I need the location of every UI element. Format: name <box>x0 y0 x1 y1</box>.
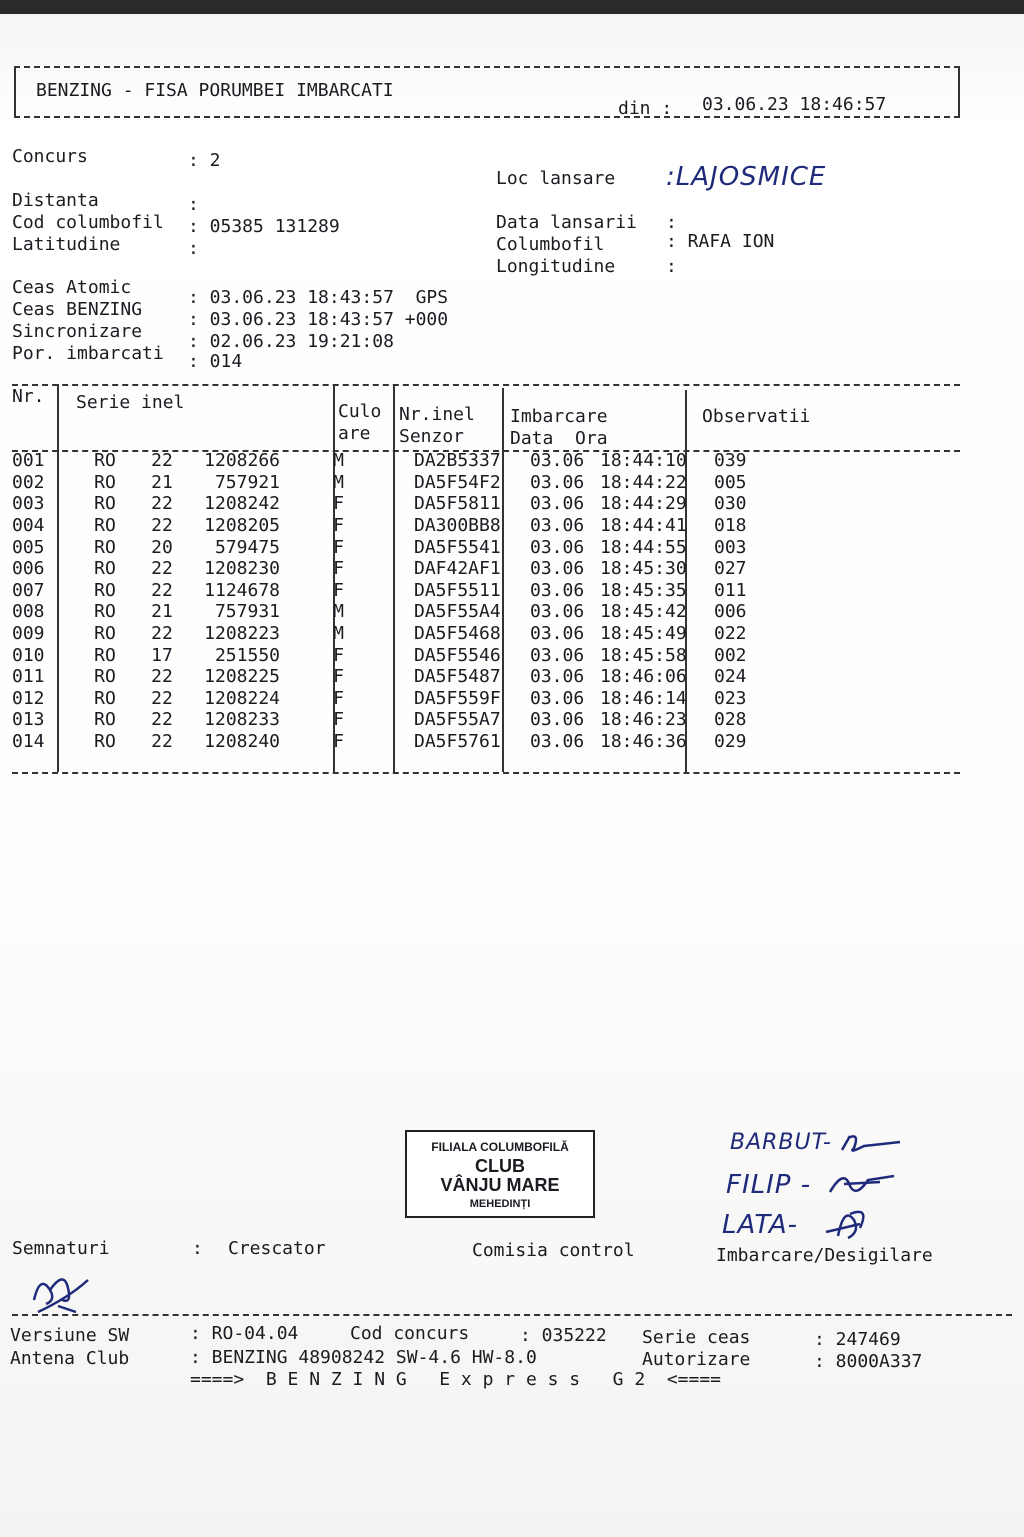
cell-inel: 1208266 <box>204 450 280 472</box>
cell-data: 03.06 <box>530 623 585 645</box>
cell-ora: 18:44:22 <box>600 471 687 493</box>
longitudine-value: : <box>666 256 677 277</box>
cell-obs: 022 <box>714 623 747 645</box>
cell-ora: 18:44:10 <box>600 450 687 472</box>
table-row <box>10 709 774 731</box>
cell-inel: 1208224 <box>204 687 280 709</box>
cell-sex: F <box>333 536 344 558</box>
cell-ora: 18:46:36 <box>600 731 687 753</box>
cell-data: 03.06 <box>530 666 585 688</box>
cell-tara: RO <box>94 731 116 753</box>
cell-culoare <box>350 472 410 494</box>
cell-ora: 18:46:23 <box>600 709 687 731</box>
cell-an: 21 <box>151 471 173 493</box>
cell-sex: F <box>333 731 344 753</box>
cell-tara: RO <box>94 515 116 537</box>
data-lansarii-value: : <box>666 212 677 233</box>
cell-obs: 023 <box>714 687 747 709</box>
latitudine-label: Latitudine <box>12 234 121 255</box>
cell-tara: RO <box>94 666 116 688</box>
cell-inel: 757931 <box>214 601 280 623</box>
cell-obs: 006 <box>714 601 747 623</box>
serie-ceas-label: Serie ceas <box>642 1327 751 1348</box>
col-observatii-header: Observatii <box>702 406 811 427</box>
distanta-value: : <box>188 194 199 215</box>
cell-nr: 009 <box>12 623 45 645</box>
cell-obs: 003 <box>714 536 747 558</box>
cell-data: 03.06 <box>530 471 585 493</box>
cell-nr: 010 <box>12 644 45 666</box>
stamp-line-2: CLUB <box>475 1156 525 1176</box>
col-serie-header: Serie inel <box>76 392 185 413</box>
table-row <box>10 536 774 558</box>
table-row <box>10 731 774 753</box>
cell-an: 22 <box>151 687 173 709</box>
cell-an: 20 <box>151 536 173 558</box>
cell-nr: 007 <box>12 579 45 601</box>
cell-inel: 579475 <box>214 536 280 558</box>
cell-inel: 1208233 <box>204 709 280 731</box>
cell-sex: M <box>333 471 344 493</box>
table-row <box>10 688 774 710</box>
col-nrinel-header-2: Senzor <box>399 426 465 447</box>
date-label: din : <box>618 98 673 119</box>
cell-obs: 030 <box>714 493 747 515</box>
cell-culoare <box>350 666 410 688</box>
cell-sex: F <box>333 709 344 731</box>
cell-nr: 011 <box>12 666 45 688</box>
cell-ora: 18:44:29 <box>600 493 687 515</box>
cell-data: 03.06 <box>530 450 585 472</box>
semnaturi-colon: : <box>192 1238 203 1259</box>
ceas-atomic-value: : 03.06.23 18:43:57 GPS <box>188 287 449 308</box>
columbofil-label: Columbofil <box>496 234 605 255</box>
cell-culoare <box>350 536 410 558</box>
cell-senzor: DA5F5761 <box>414 731 501 753</box>
table-row <box>10 493 774 515</box>
col-culoare-header-1: Culo <box>338 401 382 422</box>
cell-ora: 18:45:42 <box>600 601 687 623</box>
cell-nr: 002 <box>12 471 45 493</box>
cell-data: 03.06 <box>530 709 585 731</box>
serie-ceas-value: : 247469 <box>814 1329 901 1350</box>
cell-senzor: DA5F5511 <box>414 579 501 601</box>
table-row <box>10 558 774 580</box>
stamp-line-3: VÂNJU MARE <box>440 1175 560 1195</box>
cell-senzor: DA5F5541 <box>414 536 501 558</box>
table-row <box>10 580 774 602</box>
loc-lansare-label: Loc lansare <box>496 168 616 189</box>
data-lansarii-label: Data lansarii <box>496 212 637 233</box>
antena-club-label: Antena Club <box>10 1348 130 1369</box>
cell-ora: 18:45:35 <box>600 579 687 601</box>
cell-ora: 18:45:49 <box>600 623 687 645</box>
versiune-sw-label: Versiune SW <box>10 1325 130 1346</box>
cell-nr: 006 <box>12 558 45 580</box>
table-row <box>10 472 774 494</box>
cell-ora: 18:46:06 <box>600 666 687 688</box>
cell-obs: 018 <box>714 515 747 537</box>
cell-an: 22 <box>151 493 173 515</box>
sincronizare-value: : 02.06.23 19:21:08 <box>188 331 394 352</box>
cell-an: 22 <box>151 579 173 601</box>
versiune-sw-value: : RO-04.04 <box>190 1323 299 1344</box>
cell-culoare <box>350 601 410 623</box>
signature-scribbles <box>820 1128 910 1248</box>
cell-tara: RO <box>94 558 116 580</box>
cell-culoare <box>350 450 410 472</box>
cell-ora: 18:46:14 <box>600 687 687 709</box>
cell-sex: F <box>333 644 344 666</box>
cell-senzor: DA5F559F <box>414 687 501 709</box>
header-top-border <box>14 66 960 68</box>
ceas-benzing-value: : 03.06.23 18:43:57 +000 <box>188 309 449 330</box>
cell-senzor: DAF42AF1 <box>414 558 501 580</box>
cell-inel: 251550 <box>214 644 280 666</box>
cell-nr: 001 <box>12 450 45 472</box>
table-row <box>10 601 774 623</box>
top-edge <box>0 0 1024 14</box>
cell-tara: RO <box>94 687 116 709</box>
cell-an: 21 <box>151 601 173 623</box>
cell-culoare <box>350 688 410 710</box>
col-imbarcare-header-2: Data Ora <box>510 428 608 449</box>
stamp-line-4: MEHEDINȚI <box>469 1198 531 1210</box>
cell-data: 03.06 <box>530 644 585 666</box>
header-left-border <box>14 66 16 116</box>
date-value: 03.06.23 18:46:57 <box>702 94 887 115</box>
cell-an: 22 <box>151 666 173 688</box>
cell-inel: 1208242 <box>204 493 280 515</box>
cell-tara: RO <box>94 471 116 493</box>
cell-sex: F <box>333 558 344 580</box>
cell-ora: 18:44:41 <box>600 515 687 537</box>
cell-obs: 039 <box>714 450 747 472</box>
cell-nr: 003 <box>12 493 45 515</box>
cell-obs: 002 <box>714 644 747 666</box>
cell-obs: 024 <box>714 666 747 688</box>
table-bottom-border <box>12 772 960 774</box>
cell-sex: M <box>333 450 344 472</box>
cell-tara: RO <box>94 709 116 731</box>
cell-culoare <box>350 623 410 645</box>
table-top-border <box>12 384 960 386</box>
table-row <box>10 623 774 645</box>
col-nrinel-header-1: Nr.inel <box>399 404 475 425</box>
cell-ora: 18:45:58 <box>600 644 687 666</box>
cod-concurs-label: Cod concurs <box>350 1323 470 1344</box>
cell-senzor: DA5F55A4 <box>414 601 501 623</box>
footer-top-border <box>12 1314 1012 1316</box>
cell-an: 22 <box>151 515 173 537</box>
cell-data: 03.06 <box>530 579 585 601</box>
ceas-atomic-label: Ceas Atomic <box>12 277 132 298</box>
cell-tara: RO <box>94 493 116 515</box>
cell-sex: F <box>333 666 344 688</box>
cell-senzor: DA5F5546 <box>414 644 501 666</box>
handwritten-name-1: BARBUT- <box>730 1130 832 1155</box>
cell-senzor: DA5F5468 <box>414 623 501 645</box>
cell-inel: 1124678 <box>204 579 280 601</box>
cell-culoare <box>350 709 410 731</box>
cell-sex: M <box>333 623 344 645</box>
cell-an: 22 <box>151 450 173 472</box>
cell-sex: M <box>333 601 344 623</box>
cell-data: 03.06 <box>530 536 585 558</box>
imbarcare-desigilare-label: Imbarcare/Desigilare <box>716 1245 933 1266</box>
cell-culoare <box>350 558 410 580</box>
latitudine-value: : <box>188 238 199 259</box>
cell-inel: 1208240 <box>204 731 280 753</box>
antena-club-value: : BENZING 48908242 SW-4.6 HW-8.0 <box>190 1347 537 1368</box>
cell-an: 17 <box>151 644 173 666</box>
cell-sex: F <box>333 493 344 515</box>
cell-inel: 1208225 <box>204 666 280 688</box>
cell-obs: 027 <box>714 558 747 580</box>
cell-an: 22 <box>151 731 173 753</box>
cell-culoare <box>350 515 410 537</box>
table-row <box>10 515 774 537</box>
cell-data: 03.06 <box>530 493 585 515</box>
pigeon-table <box>10 450 774 752</box>
cell-culoare <box>350 580 410 602</box>
cell-culoare <box>350 644 410 666</box>
handwritten-name-3: LATA- <box>722 1210 799 1240</box>
longitudine-label: Longitudine <box>496 256 616 277</box>
loc-lansare-value: :LAJOSMICE <box>666 162 827 192</box>
cell-data: 03.06 <box>530 687 585 709</box>
sincronizare-label: Sincronizare <box>12 321 143 342</box>
cell-an: 22 <box>151 709 173 731</box>
cell-inel: 1208230 <box>204 558 280 580</box>
document-title: BENZING - FISA PORUMBEI IMBARCATI <box>36 80 394 101</box>
cell-nr: 014 <box>12 731 45 753</box>
semnaturi-label: Semnaturi <box>12 1238 110 1259</box>
cell-inel: 1208205 <box>204 515 280 537</box>
cell-ora: 18:44:55 <box>600 536 687 558</box>
cod-columbofil-value: : 05385 131289 <box>188 216 340 237</box>
cell-obs: 005 <box>714 471 747 493</box>
table-row <box>10 666 774 688</box>
cell-data: 03.06 <box>530 558 585 580</box>
table-row <box>10 644 774 666</box>
cell-an: 22 <box>151 558 173 580</box>
autorizare-value: : 8000A337 <box>814 1351 923 1372</box>
comisia-control-label: Comisia control <box>472 1240 635 1261</box>
distanta-label: Distanta <box>12 190 99 211</box>
club-stamp <box>405 1130 595 1218</box>
cell-an: 22 <box>151 623 173 645</box>
header-right-border <box>958 66 960 116</box>
columbofil-value: : RAFA ION <box>666 231 775 252</box>
cell-nr: 008 <box>12 601 45 623</box>
cell-tara: RO <box>94 579 116 601</box>
cell-senzor: DA2B5337 <box>414 450 501 472</box>
cell-sex: F <box>333 579 344 601</box>
cell-senzor: DA5F55A7 <box>414 709 501 731</box>
cell-ora: 18:45:30 <box>600 558 687 580</box>
benzing-express-banner: ====> B E N Z I N G E x p r e s s G 2 <==== <box>190 1369 722 1390</box>
cell-tara: RO <box>94 644 116 666</box>
col-culoare-header-2: are <box>338 423 371 444</box>
cell-tara: RO <box>94 601 116 623</box>
cell-senzor: DA300BB8 <box>414 515 501 537</box>
table-row <box>10 450 774 472</box>
col-nr-header: Nr. <box>12 386 45 407</box>
cell-culoare <box>350 493 410 515</box>
por-imbarcati-value: : 014 <box>188 351 243 372</box>
breeder-signature <box>28 1270 98 1320</box>
cell-sex: F <box>333 515 344 537</box>
crescator-label: Crescator <box>228 1238 326 1259</box>
stamp-line-1: FILIALA COLUMBOFILĂ <box>431 1140 569 1154</box>
cell-tara: RO <box>94 536 116 558</box>
cell-inel: 1208223 <box>204 623 280 645</box>
autorizare-label: Autorizare <box>642 1349 751 1370</box>
col-imbarcare-header-1: Imbarcare <box>510 406 608 427</box>
handwritten-name-2: FILIP - <box>726 1170 812 1200</box>
cell-senzor: DA5F54F2 <box>414 471 501 493</box>
cell-sex: F <box>333 687 344 709</box>
cell-nr: 005 <box>12 536 45 558</box>
cell-senzor: DA5F5811 <box>414 493 501 515</box>
cell-obs: 011 <box>714 579 747 601</box>
cell-nr: 013 <box>12 709 45 731</box>
cell-culoare <box>350 731 410 753</box>
cell-nr: 012 <box>12 687 45 709</box>
concurs-label: Concurs <box>12 146 88 167</box>
cell-data: 03.06 <box>530 731 585 753</box>
cod-concurs-value: : 035222 <box>520 1325 607 1346</box>
concurs-value: : 2 <box>188 150 221 171</box>
por-imbarcati-label: Por. imbarcati <box>12 343 164 364</box>
ceas-benzing-label: Ceas BENZING <box>12 299 143 320</box>
cell-obs: 029 <box>714 731 747 753</box>
cell-nr: 004 <box>12 515 45 537</box>
header-bottom-border <box>14 116 960 118</box>
cell-senzor: DA5F5487 <box>414 666 501 688</box>
cell-tara: RO <box>94 450 116 472</box>
cell-inel: 757921 <box>214 471 280 493</box>
cell-obs: 028 <box>714 709 747 731</box>
cell-tara: RO <box>94 623 116 645</box>
cell-data: 03.06 <box>530 601 585 623</box>
cod-columbofil-label: Cod columbofil <box>12 212 164 233</box>
cell-data: 03.06 <box>530 515 585 537</box>
